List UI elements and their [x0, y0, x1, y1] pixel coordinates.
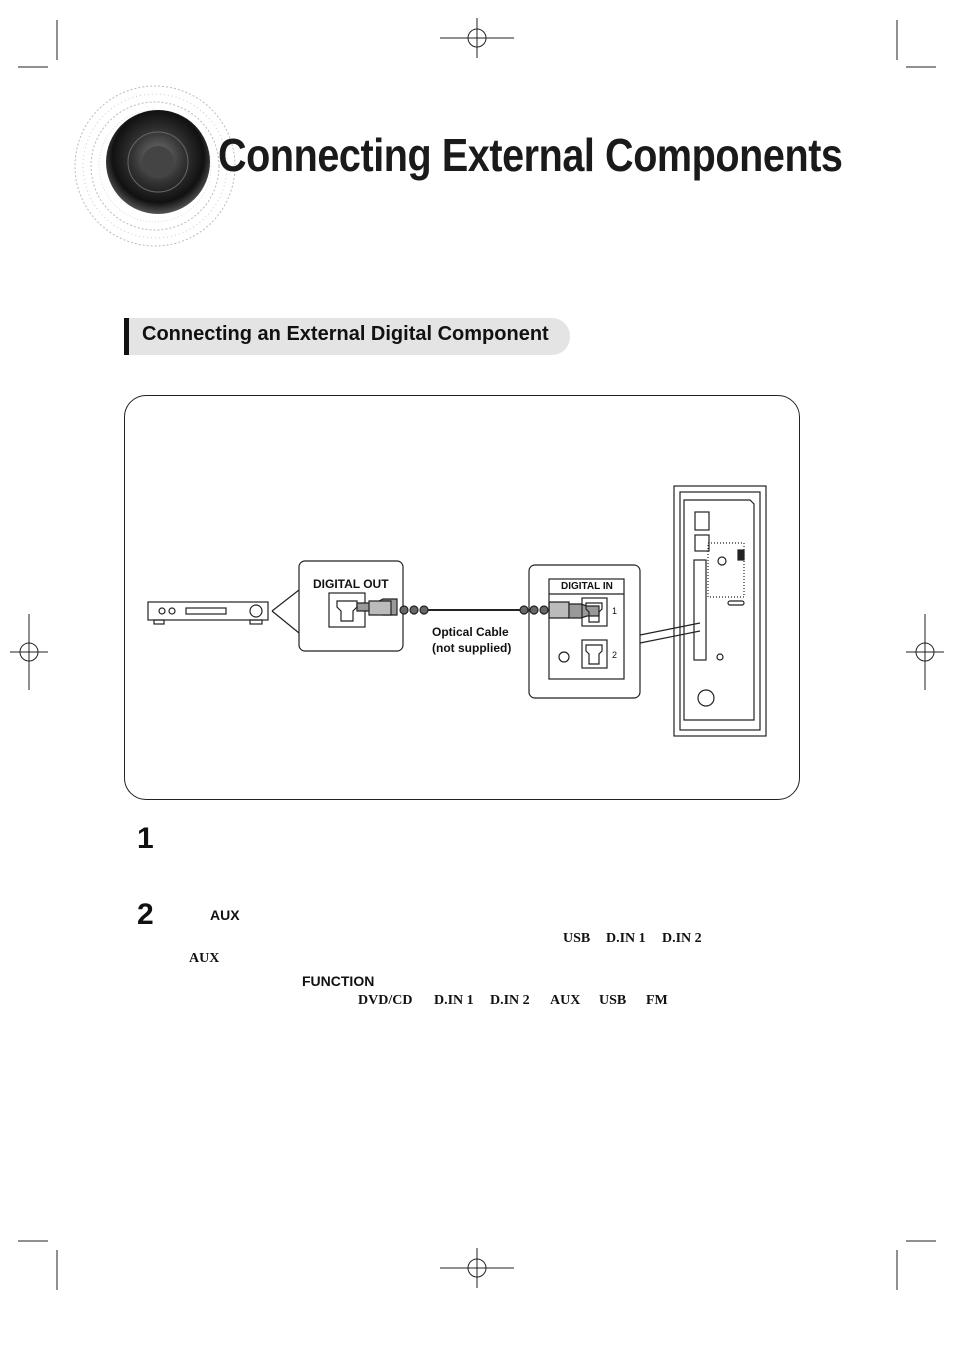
step-1-number: 1 [137, 822, 154, 855]
function-cycle-din2: D.IN 2 [490, 993, 530, 1008]
mode-usb: USB [563, 931, 591, 946]
mode-din1: D.IN 1 [606, 931, 646, 946]
optical-cable-label-line1: Optical Cable [432, 625, 509, 639]
main-unit-rear-icon [674, 486, 766, 736]
function-cycle-din1: D.IN 1 [434, 993, 474, 1008]
section-heading-tab [124, 318, 570, 355]
function-cycle-dvdcd: DVD/CD [358, 993, 413, 1008]
digital-out-label: DIGITAL OUT [313, 577, 389, 591]
mode-din2: D.IN 2 [662, 931, 702, 946]
step-2-aux-keyword: AUX [210, 907, 240, 923]
digital-in-label: DIGITAL IN [561, 581, 613, 592]
connection-diagram-art [124, 395, 800, 800]
external-component-icon [148, 602, 268, 624]
function-button-label: FUNCTION [302, 973, 375, 989]
function-cycle-fm: FM [646, 993, 668, 1008]
mode-aux: AUX [189, 951, 220, 966]
optical-cable-label [432, 624, 511, 656]
optical-cable-label-line2: (not supplied) [432, 641, 512, 655]
digital-in-port-1-label: 1 [612, 606, 618, 616]
function-cycle-aux: AUX [550, 993, 581, 1008]
section-heading: Connecting an External Digital Component [142, 323, 549, 345]
speaker-logo-icon [70, 84, 240, 254]
step-2-number: 2 [137, 898, 154, 931]
digital-in-port-2-label: 2 [612, 650, 618, 660]
page-title: Connecting External Components [218, 129, 843, 181]
function-cycle-usb: USB [599, 993, 627, 1008]
section-heading-bar [124, 318, 129, 355]
